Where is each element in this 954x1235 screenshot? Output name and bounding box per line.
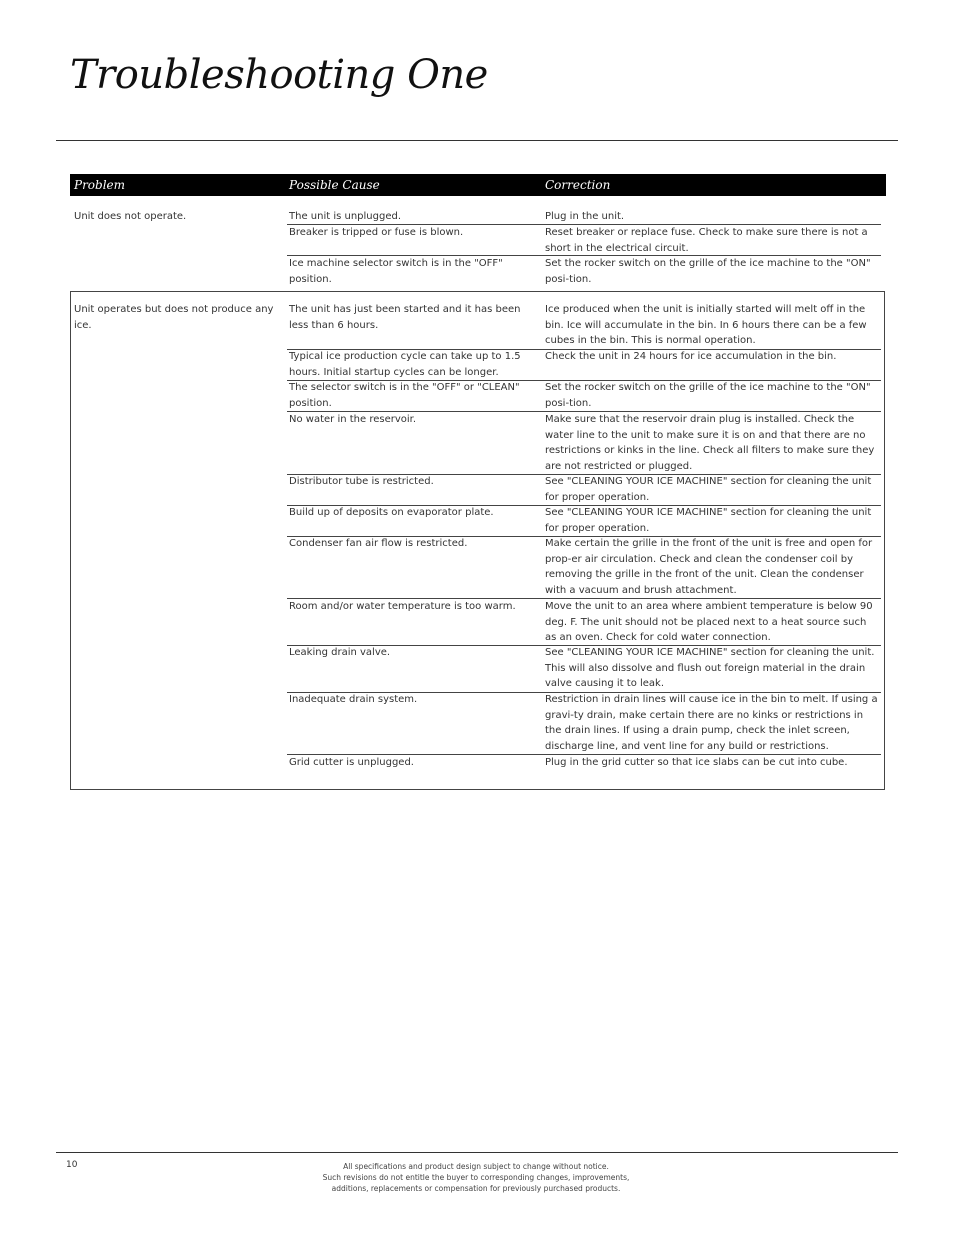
correction-cell: Restriction in drain lines will cause ice in the bin to melt. If using a gravi-ty drain, make certain there are no kinks or restrictions in the drain lines. If using a drain pump, check the inlet screen, discharge line, and vent line for any build or restrictions. [545, 694, 878, 752]
cause-cell: Condenser fan air flow is restricted. [289, 538, 468, 549]
cause-cell: The unit has just been started and it has been less than 6 hours. [289, 304, 521, 331]
footer-line: All specifications and product design subject to change without notice. [343, 1162, 609, 1171]
correction-cell: See "CLEANING YOUR ICE MACHINE" section for cleaning the unit for proper operation. [545, 507, 872, 534]
footer-line: additions, replacements or compensation for previously purchased products. [331, 1184, 621, 1193]
problem-cell: Unit operates but does not produce any ice. [74, 304, 274, 331]
correction-cell: See "CLEANING YOUR ICE MACHINE" section for cleaning the unit. This will also dissolve and flush out foreign material in the drain valve causing it to leak. [545, 647, 875, 689]
header-possible-cause: Possible Cause [289, 178, 380, 192]
correction-cell: Move the unit to an area where ambient temperature is below 90 deg. F. The unit should not be placed next to a heat source such as an oven. Check for cold water connection. [545, 601, 873, 643]
cause-cell: Build up of deposits on evaporator plate. [289, 507, 494, 518]
title-divider [56, 140, 898, 141]
correction-cell: Reset breaker or replace fuse. Check to make sure there is not a short in the electrical circuit. [545, 227, 868, 254]
correction-cell: Plug in the grid cutter so that ice slabs can be cut into cube. [545, 757, 848, 768]
page-number: 10 [66, 1160, 78, 1170]
cause-cell: Grid cutter is unplugged. [289, 757, 414, 768]
footer-disclaimer [300, 1161, 652, 1194]
header-correction: Correction [545, 178, 611, 192]
cause-cell: No water in the reservoir. [289, 414, 417, 425]
cause-cell: Typical ice production cycle can take up to 1.5 hours. Initial startup cycles can be longer. [289, 351, 521, 378]
page-title: Troubleshooting One [70, 52, 488, 98]
cause-cell: Leaking drain valve. [289, 647, 391, 658]
cause-cell: Ice machine selector switch is in the "OFF" position. [289, 258, 503, 285]
correction-cell: Set the rocker switch on the grille of the ice machine to the "ON" posi-tion. [545, 258, 871, 285]
header-problem: Problem [74, 178, 126, 192]
footer-divider [56, 1152, 898, 1153]
cause-cell: The unit is unplugged. [289, 211, 402, 222]
cause-cell: Room and/or water temperature is too warm. [289, 601, 516, 612]
correction-cell: See "CLEANING YOUR ICE MACHINE" section for cleaning the unit for proper operation. [545, 476, 872, 503]
correction-cell: Plug in the unit. [545, 211, 625, 222]
table-header [70, 174, 886, 196]
correction-cell: Check the unit in 24 hours for ice accumulation in the bin. [545, 351, 837, 362]
correction-cell: Set the rocker switch on the grille of the ice machine to the "ON" posi-tion. [545, 382, 871, 409]
cause-cell: Distributor tube is restricted. [289, 476, 434, 487]
cause-cell: Breaker is tripped or fuse is blown. [289, 227, 464, 238]
cause-cell: Inadequate drain system. [289, 694, 418, 705]
footer-line: Such revisions do not entitle the buyer to corresponding changes, improvements, [322, 1173, 630, 1182]
correction-cell: Make sure that the reservoir drain plug is installed. Check the water line to the unit to make sure it is on and that there are no restrictions or kinks in the line. Check all filters to make sure they are not restricted or plugged. [545, 414, 875, 472]
cause-cell: The selector switch is in the "OFF" or "CLEAN" position. [289, 382, 520, 409]
correction-cell: Ice produced when the unit is initially started will melt off in the bin. Ice will accumulate in the bin. In 6 hours there can be a few cubes in the bin. This is normal operation. [545, 304, 867, 346]
correction-cell: Make certain the grille in the front of the unit is free and open for prop-er air circulation. Check and clean the condenser coil by removing the grille in the front of the unit. Clean the condenser with a vacuum and brush attachment. [545, 538, 873, 596]
problem-cell: Unit does not operate. [74, 211, 187, 222]
